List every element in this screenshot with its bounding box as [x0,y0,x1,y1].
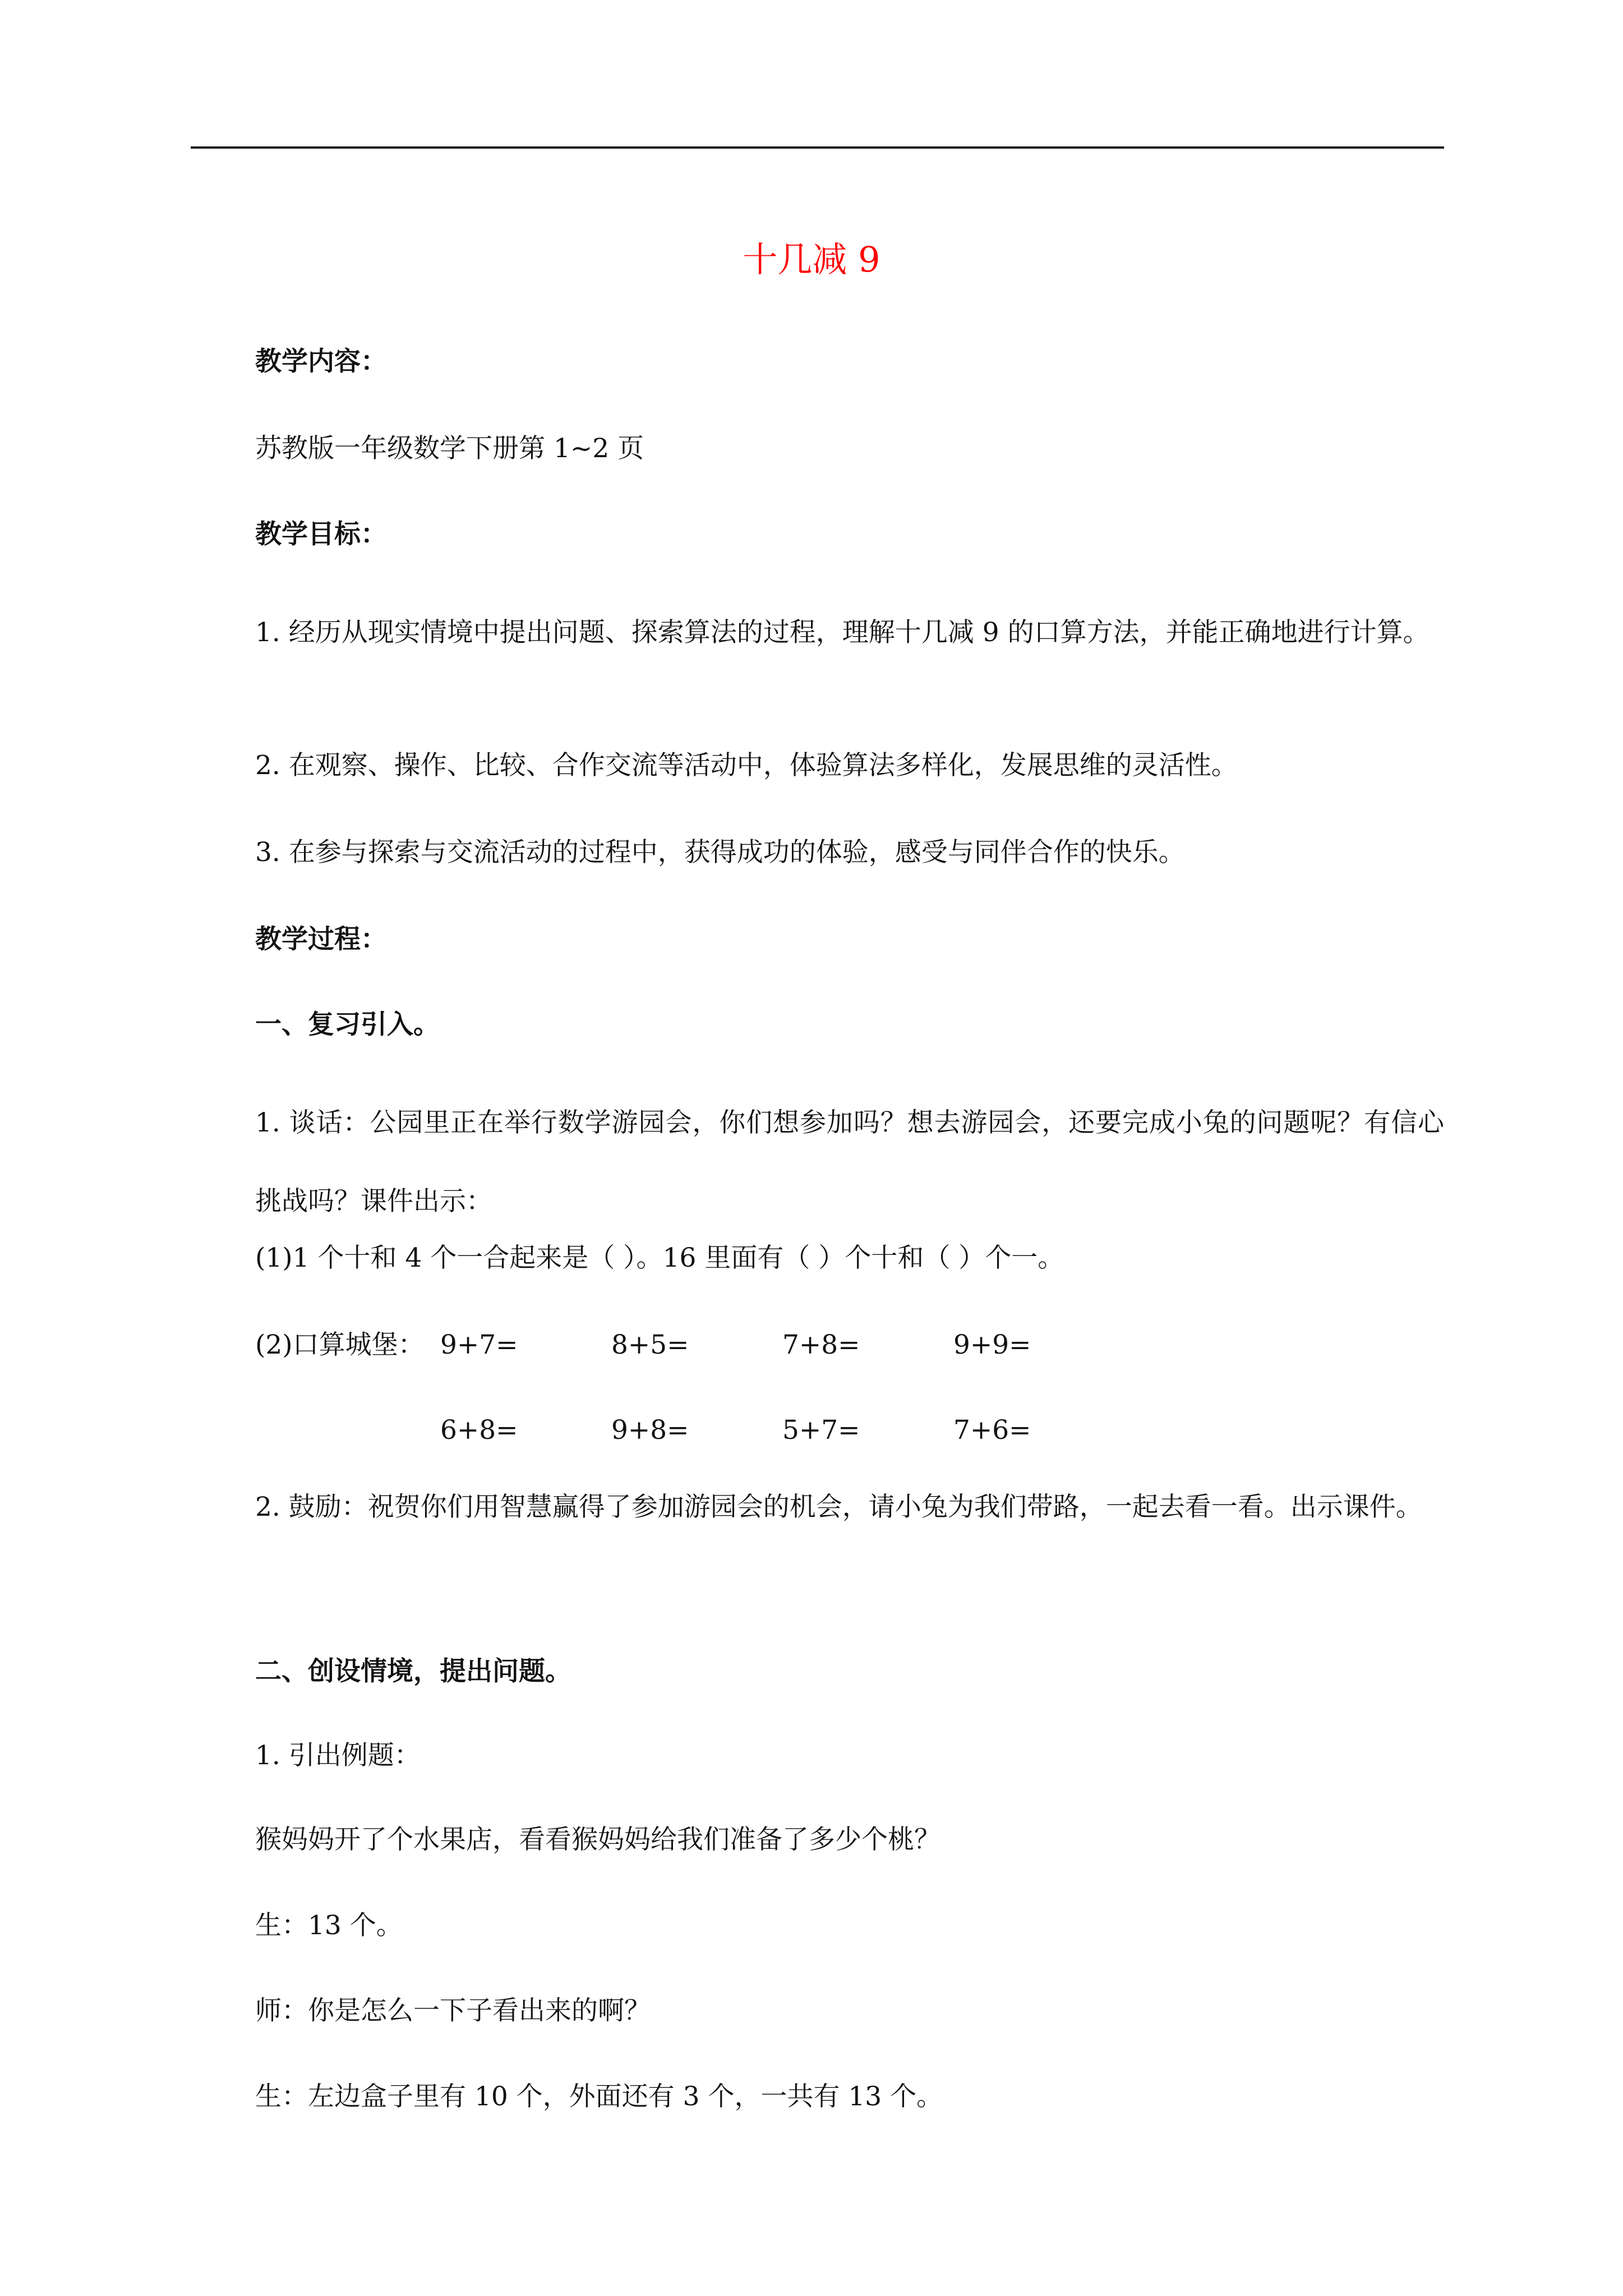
mental-math-cell: 9+7= [440,1329,518,1360]
dialog-line: 生：左边盒子里有 10 个，外面还有 3 个，一共有 13 个。 [255,2081,943,2112]
part1-question1: (1)1 个十和 4 个一合起来是（ ）。16 里面有（ ）个十和（ ）个一。 [255,1243,1064,1273]
part1-item2: 2. 鼓励：祝贺你们用智慧赢得了参加游园会的机会，请小兔为我们带路，一起去看一看。出示课件。 [255,1492,1422,1522]
part1-item1: 1. 谈话：公园里正在举行数学游园会，你们想参加吗？想去游园会，还要完成小兔的问题呢？有信心挑战吗？课件出示： [255,1107,1444,1217]
mental-math-cell: 9+8= [611,1415,689,1446]
goals-heading: 教学目标： [255,519,387,550]
goal-1: 1. 经历从现实情境中提出问题、探索算法的过程，理解十几减 9 的口算方法，并能正确地进行计算。 [255,617,1430,648]
mental-math-cell: 9+9= [953,1329,1031,1360]
mental-math-cell: 8+5= [611,1329,689,1360]
part1-heading: 一、复习引入。 [255,1009,440,1040]
content-heading: 教学内容： [255,346,387,377]
mental-math-label: (2)口算城堡： [255,1329,425,1360]
mental-math-cell: 6+8= [440,1415,518,1446]
mental-math-cell: 5+7= [782,1415,860,1446]
goal-3: 3. 在参与探索与交流活动的过程中，获得成功的体验，感受与同伴合作的快乐。 [255,837,1185,868]
content-text: 苏教版一年级数学下册第 1~2 页 [255,433,644,464]
process-heading: 教学过程： [255,924,387,955]
goal-2: 2. 在观察、操作、比较、合作交流等活动中，体验算法多样化，发展思维的灵活性。 [255,750,1238,781]
header-rule [191,146,1444,149]
dialog-line: 师：你是怎么一下子看出来的啊？ [255,1995,651,2026]
part2-item1: 1. 引出例题： [255,1740,421,1771]
mental-math-cell: 7+6= [953,1415,1031,1446]
part2-heading: 二、创设情境，提出问题。 [255,1656,571,1687]
dialog-line: 生：13 个。 [255,1910,403,1941]
dialog-line: 猴妈妈开了个水果店，看看猴妈妈给我们准备了多少个桃？ [255,1824,940,1855]
mental-math-cell: 7+8= [782,1329,860,1360]
document-title: 十几减 9 [743,239,880,280]
